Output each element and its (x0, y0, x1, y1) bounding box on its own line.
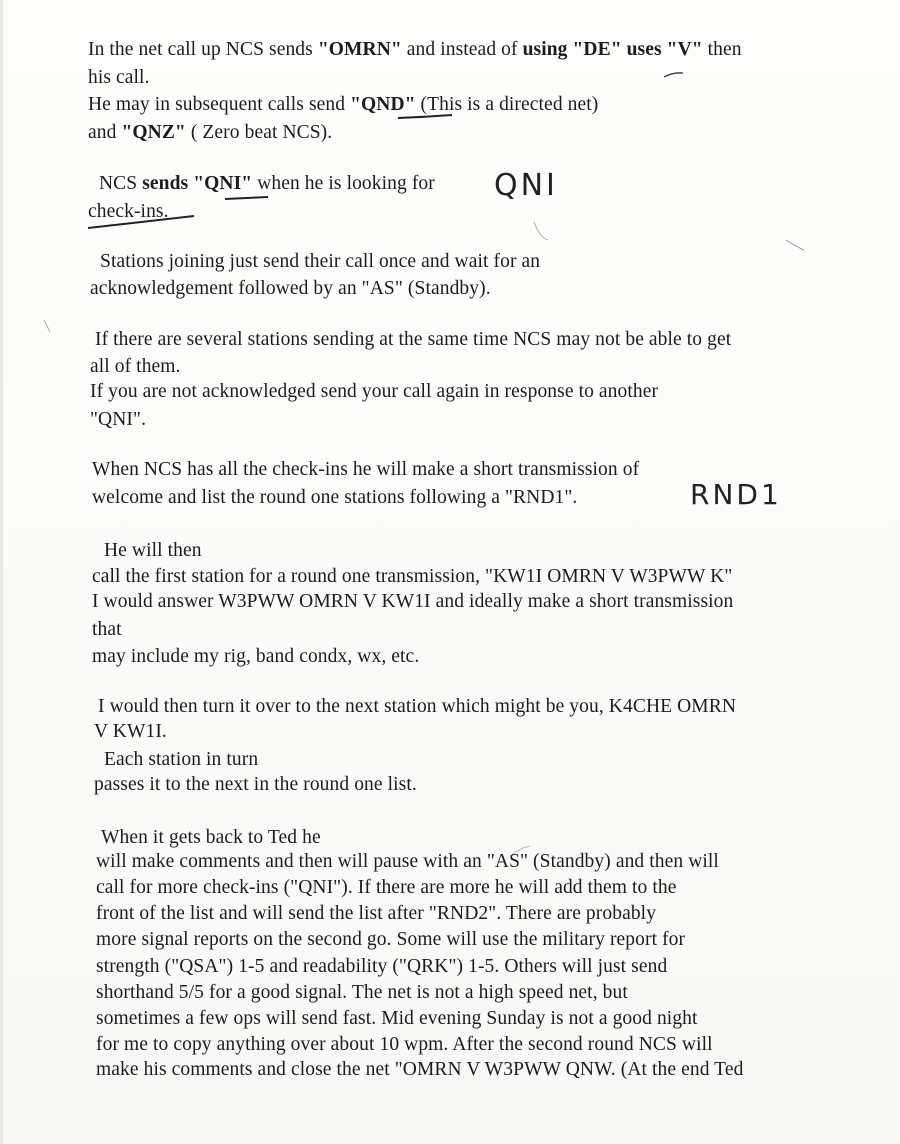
text-line: front of the list and will send the list after "RND2". There are probably (96, 903, 657, 924)
text-line: passes it to the next in the round one list. (94, 774, 417, 795)
text-line: I would answer W3PWW OMRN V KW1I and ideally make a short transmission (92, 591, 734, 612)
text-line: If you are not acknowledged send your call again in response to another (90, 381, 659, 402)
text-line: Stations joining just send their call once and wait for an (100, 251, 541, 272)
text-line: call the first station for a round one transmission, "KW1I OMRN V W3PWW K" (92, 566, 733, 587)
text-line: that (92, 619, 122, 640)
text-line: will make comments and then will pause with an "AS" (Standby) and then will (96, 851, 719, 872)
text-line: I would then turn it over to the next station which might be you, K4CHE OMRN (98, 696, 737, 717)
text-line: strength ("QSA") 1-5 and readability ("QRK") 1-5. Others will just send (96, 956, 668, 977)
text-line: sometimes a few ops will send fast. Mid evening Sunday is not a good night (96, 1008, 698, 1029)
text-line: acknowledgement followed by an "AS" (Standby). (90, 278, 491, 299)
text-line: Each station in turn (104, 749, 259, 770)
text-line: V KW1I. (94, 721, 167, 742)
text-line: his call. (88, 67, 150, 88)
text-line: make his comments and close the net "OMRN V W3PWW QNW. (At the end Ted (96, 1059, 744, 1080)
text-line: NCS sends "QNI" when he is looking for (99, 173, 435, 194)
text-line: and "QNZ" ( Zero beat NCS). (88, 122, 333, 143)
text-line: for me to copy anything over about 10 wpm. After the second round NCS will (96, 1034, 713, 1055)
text-line: may include my rig, band condx, wx, etc. (92, 646, 420, 667)
text-line: When NCS has all the check-ins he will make a short transmission of (92, 459, 640, 480)
text-line: "QNI". (90, 409, 147, 430)
text-line: If there are several stations sending at the same time NCS may not be able to get (95, 329, 732, 350)
text-line: shorthand 5/5 for a good signal. The net is not a high speed net, but (96, 982, 628, 1003)
text-line: call for more check-ins ("QNI"). If there are more he will add them to the (96, 877, 677, 898)
text-line: He will then (104, 540, 202, 561)
handwritten-rnd1: RND1 (690, 478, 782, 511)
text-line: more signal reports on the second go. Some will use the military report for (96, 929, 686, 950)
text-line: check-ins. (88, 201, 169, 222)
text-line: When it gets back to Ted he (101, 827, 321, 848)
text-line: all of them. (90, 356, 181, 377)
text-line: He may in subsequent calls send "QND" (This is a directed net) (88, 94, 599, 115)
text-line: welcome and list the round one stations following a "RND1". (92, 487, 578, 508)
handwritten-qni: QNI (494, 168, 558, 203)
text-line: In the net call up NCS sends "OMRN" and instead of using "DE" uses "V" then (88, 39, 742, 60)
